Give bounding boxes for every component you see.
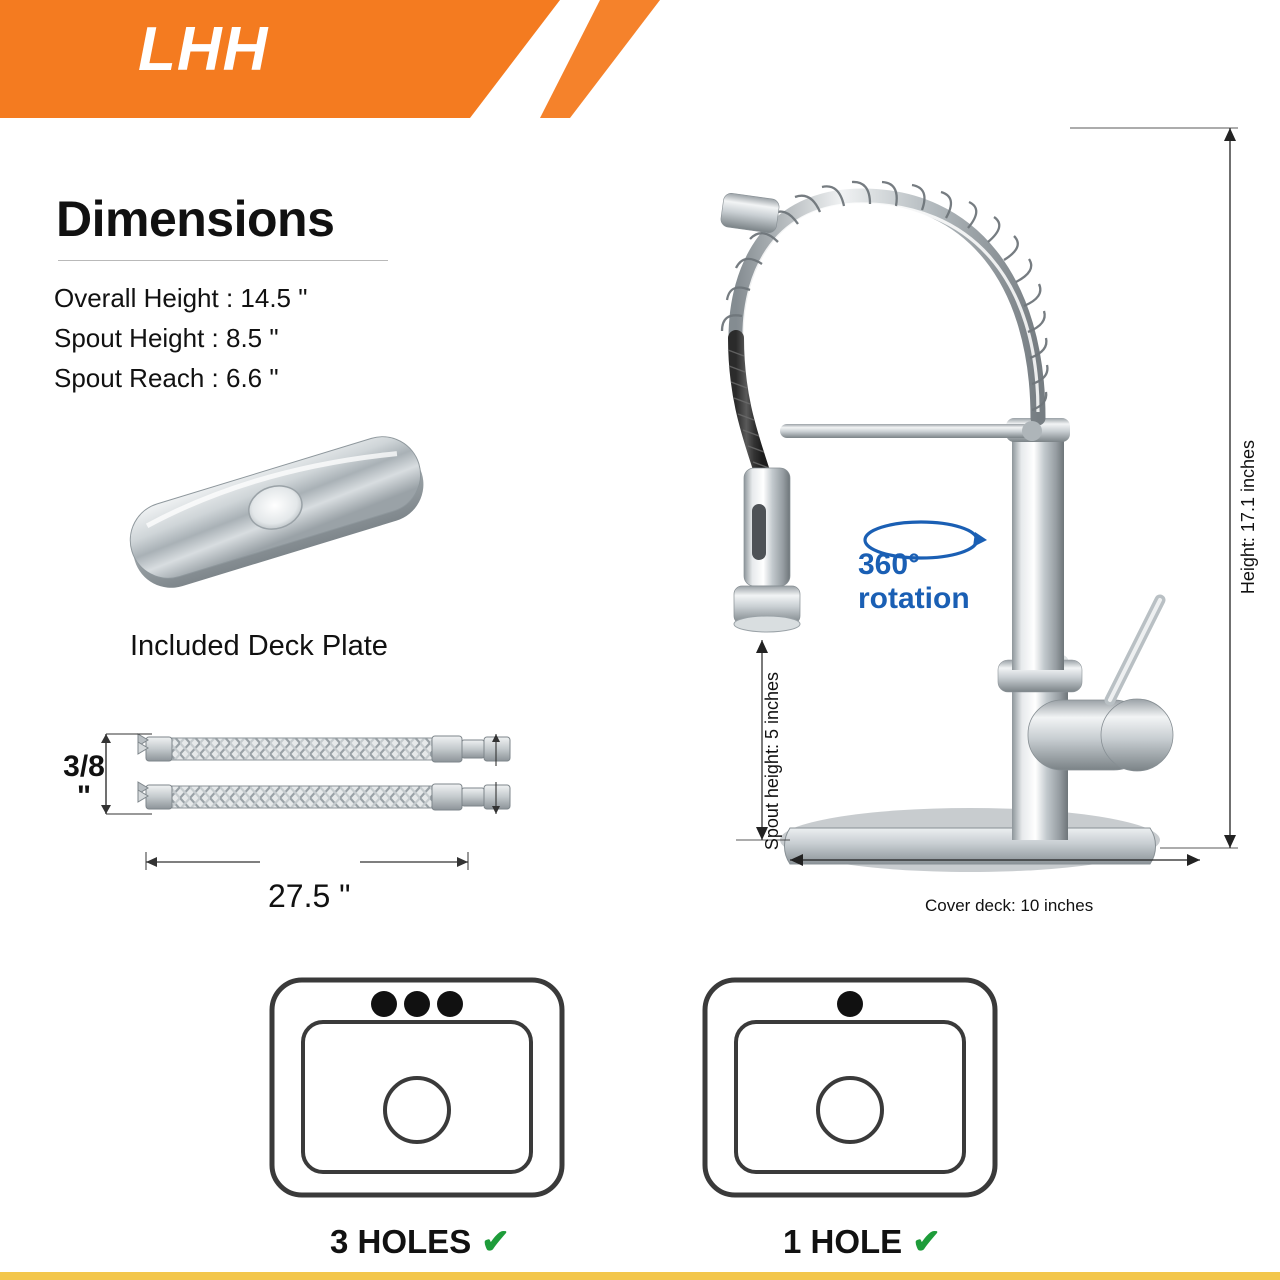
- sink-3-holes: [272, 980, 562, 1195]
- sink-3-holes-caption: [330, 1222, 510, 1262]
- rotation-degrees: 360°: [858, 548, 921, 581]
- overall-height-dimension-label: Height: 17.1 inches: [1238, 440, 1258, 595]
- dimension-line-spout-reach: Spout Reach : 6.6 ": [54, 363, 279, 393]
- hose-length-label: 27.5 ": [268, 878, 351, 914]
- faucet-illustration: [640, 100, 1280, 940]
- bottom-accent-strip: [0, 1272, 1280, 1280]
- header-orange-shape: [0, 0, 560, 118]
- deck-plate-illustration: [110, 415, 460, 615]
- sink-hole-diagrams: [0, 960, 1280, 1260]
- cover-deck-dimension-label: Cover deck: 10 inches: [925, 896, 1094, 915]
- page-title: Dimensions: [56, 191, 335, 247]
- dimension-line-spout-height: Spout Height : 8.5 ": [54, 323, 279, 353]
- sink-1-hole-label: 1 HOLE: [783, 1223, 903, 1260]
- deck-plate-caption: Included Deck Plate: [130, 630, 388, 662]
- rotation-label: [858, 548, 970, 615]
- check-icon: ✔: [912, 1223, 941, 1261]
- sink-3-holes-label: 3 HOLES: [330, 1223, 472, 1260]
- rotation-word: rotation: [858, 581, 970, 615]
- spout-height-dimension-label: Spout height: 5 inches: [762, 672, 782, 851]
- hose-diameter-label: 3/8 ": [63, 750, 105, 813]
- dimension-line-overall-height: Overall Height : 14.5 ": [54, 283, 308, 313]
- title-divider: [58, 260, 388, 261]
- brand-logo: LHH: [138, 15, 269, 84]
- check-icon: ✔: [481, 1223, 510, 1261]
- sink-1-hole: [705, 980, 995, 1195]
- sink-1-hole-caption: [783, 1222, 941, 1262]
